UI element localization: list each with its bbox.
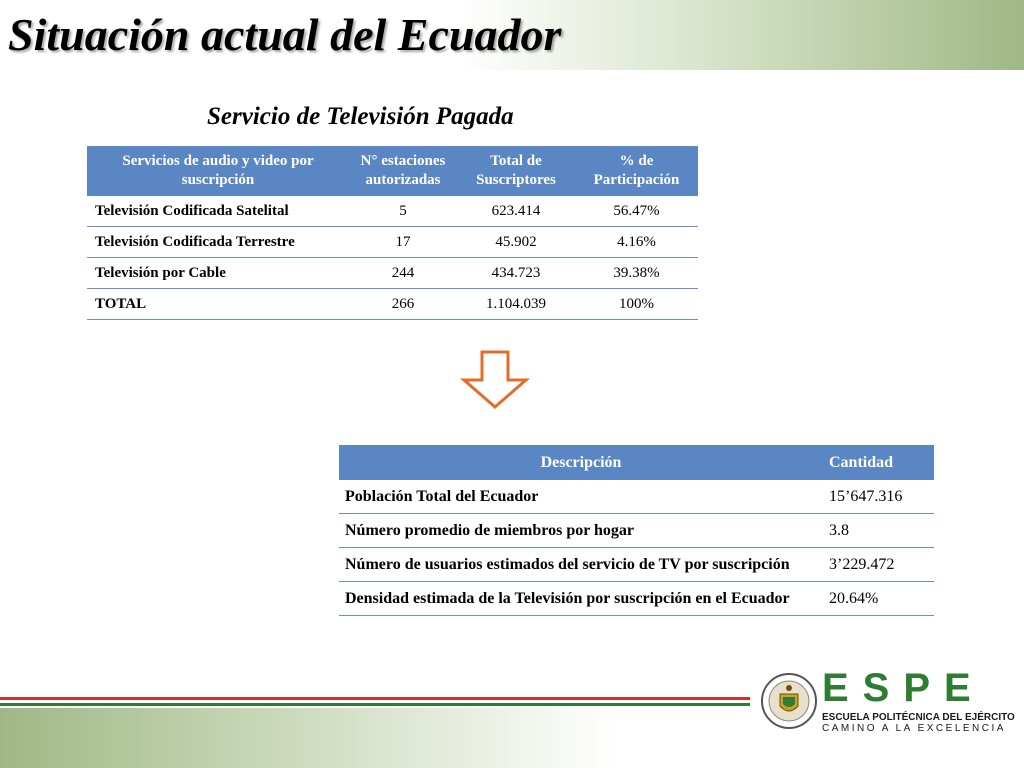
table-cell: 15’647.316 <box>823 480 934 514</box>
table-cell: 266 <box>349 289 457 320</box>
footer-stripe-green <box>0 703 750 706</box>
column-header: Total de Suscriptores <box>457 146 575 196</box>
table-row <box>339 480 934 514</box>
table-cell: 3’229.472 <box>823 548 934 582</box>
table-cell: Número promedio de miembros por hogar <box>339 514 823 548</box>
column-header: Servicios de audio y video por suscripción <box>87 146 349 196</box>
table-cell: TOTAL <box>87 289 349 320</box>
table-cell: Televisión Codificada Terrestre <box>87 227 349 258</box>
table-row <box>87 196 698 227</box>
summary-table <box>339 445 934 616</box>
table-cell: Densidad estimada de la Televisión por suscripción en el Ecuador <box>339 582 823 616</box>
table-cell: 100% <box>575 289 698 320</box>
column-header: Cantidad <box>823 445 934 480</box>
table-cell: Televisión Codificada Satelital <box>87 196 349 227</box>
table-header-row <box>339 445 934 480</box>
table-cell: 623.414 <box>457 196 575 227</box>
table-cell: 434.723 <box>457 258 575 289</box>
table-cell: 39.38% <box>575 258 698 289</box>
slide-title: Situación actual del Ecuador <box>8 9 562 60</box>
table-cell: 17 <box>349 227 457 258</box>
table-row <box>87 227 698 258</box>
table-row-total <box>87 289 698 320</box>
table-row <box>339 514 934 548</box>
logo-word: ESPE <box>822 666 985 710</box>
logo-institution-name: ESCUELA POLITÉCNICA DEL EJÉRCITO <box>822 712 1015 723</box>
logo-motto: CAMINO A LA EXCELENCIA <box>822 723 1006 734</box>
table-cell: 1.104.039 <box>457 289 575 320</box>
column-header: % de Participación <box>575 146 698 196</box>
table-cell: 45.902 <box>457 227 575 258</box>
table-cell: 3.8 <box>823 514 934 548</box>
table-cell: 244 <box>349 258 457 289</box>
table-cell: 5 <box>349 196 457 227</box>
espe-logo <box>752 664 1015 738</box>
table-cell: 4.16% <box>575 227 698 258</box>
down-arrow-icon <box>460 350 530 410</box>
column-header: Descripción <box>339 445 823 480</box>
column-header: N° estaciones autorizadas <box>349 146 457 196</box>
footer-stripe-red <box>0 697 750 700</box>
table-cell: Número de usuarios estimados del servicio de TV por suscripción <box>339 548 823 582</box>
table-row <box>87 258 698 289</box>
table-cell: 56.47% <box>575 196 698 227</box>
table-header-row <box>87 146 698 196</box>
slide-subtitle: Servicio de Televisión Pagada <box>207 103 514 130</box>
table-row <box>339 582 934 616</box>
espe-seal-icon <box>760 670 818 732</box>
services-table <box>87 146 698 320</box>
table-cell: Televisión por Cable <box>87 258 349 289</box>
table-cell: Población Total del Ecuador <box>339 480 823 514</box>
table-cell: 20.64% <box>823 582 934 616</box>
table-row <box>339 548 934 582</box>
